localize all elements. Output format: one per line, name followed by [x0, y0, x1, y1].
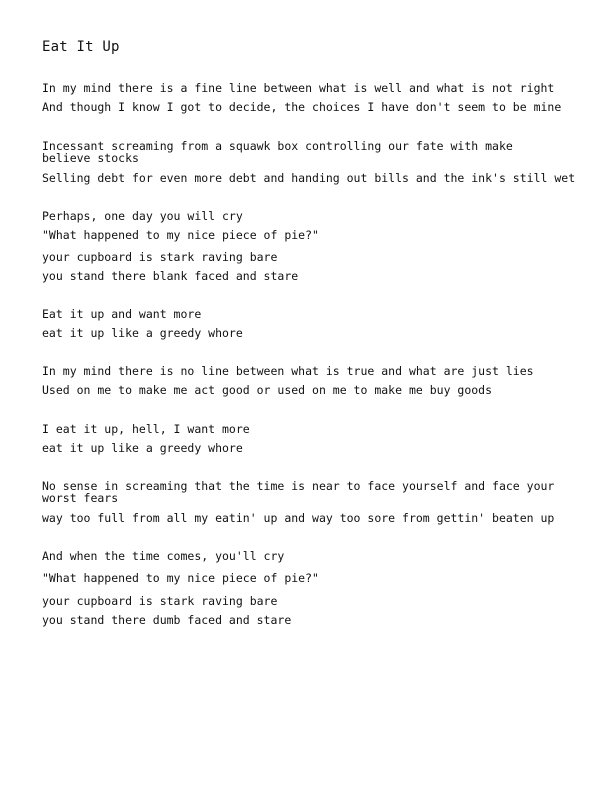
lyric-line: And when the time comes, you'll cry — [42, 549, 285, 563]
lyric-line: Selling debt for even more debt and handing out bills and the ink's still wet — [42, 171, 576, 185]
lyric-line: you stand there dumb faced and stare — [42, 613, 292, 627]
lyric-line: Incessant screaming from a squawk box controlling our fate with make believe stocks — [42, 139, 513, 165]
lyric-line: In my mind there is a fine line between what is well and what is not right — [42, 81, 555, 95]
lyric-line: Eat it up and want more — [42, 307, 202, 321]
lyric-line: Perhaps, one day you will cry — [42, 209, 243, 223]
lyric-line: eat it up like a greedy whore — [42, 441, 243, 455]
lyric-line: eat it up like a greedy whore — [42, 326, 243, 340]
lyric-line: your cupboard is stark raving bare — [42, 250, 278, 264]
lyric-line: No sense in screaming that the time is near to face yourself and face your worst fears — [42, 479, 555, 505]
lyric-line: "What happened to my nice piece of pie?" — [42, 571, 319, 585]
lyric-line: I eat it up, hell, I want more — [42, 422, 250, 436]
lyric-line: you stand there blank faced and stare — [42, 269, 299, 283]
lyric-line: Used on me to make me act good or used on me to make me buy goods — [42, 383, 493, 397]
lyric-line: "What happened to my nice piece of pie?" — [42, 228, 319, 242]
lyric-line: your cupboard is stark raving bare — [42, 594, 278, 608]
lyric-line: In my mind there is no line between what is true and what are just lies — [42, 364, 534, 378]
page-title: Eat It Up — [42, 39, 120, 55]
lyric-line: And though I know I got to decide, the choices I have don't seem to be mine — [42, 100, 562, 114]
lyric-line: way too full from all my eatin' up and way too sore from gettin' beaten up — [42, 511, 555, 525]
